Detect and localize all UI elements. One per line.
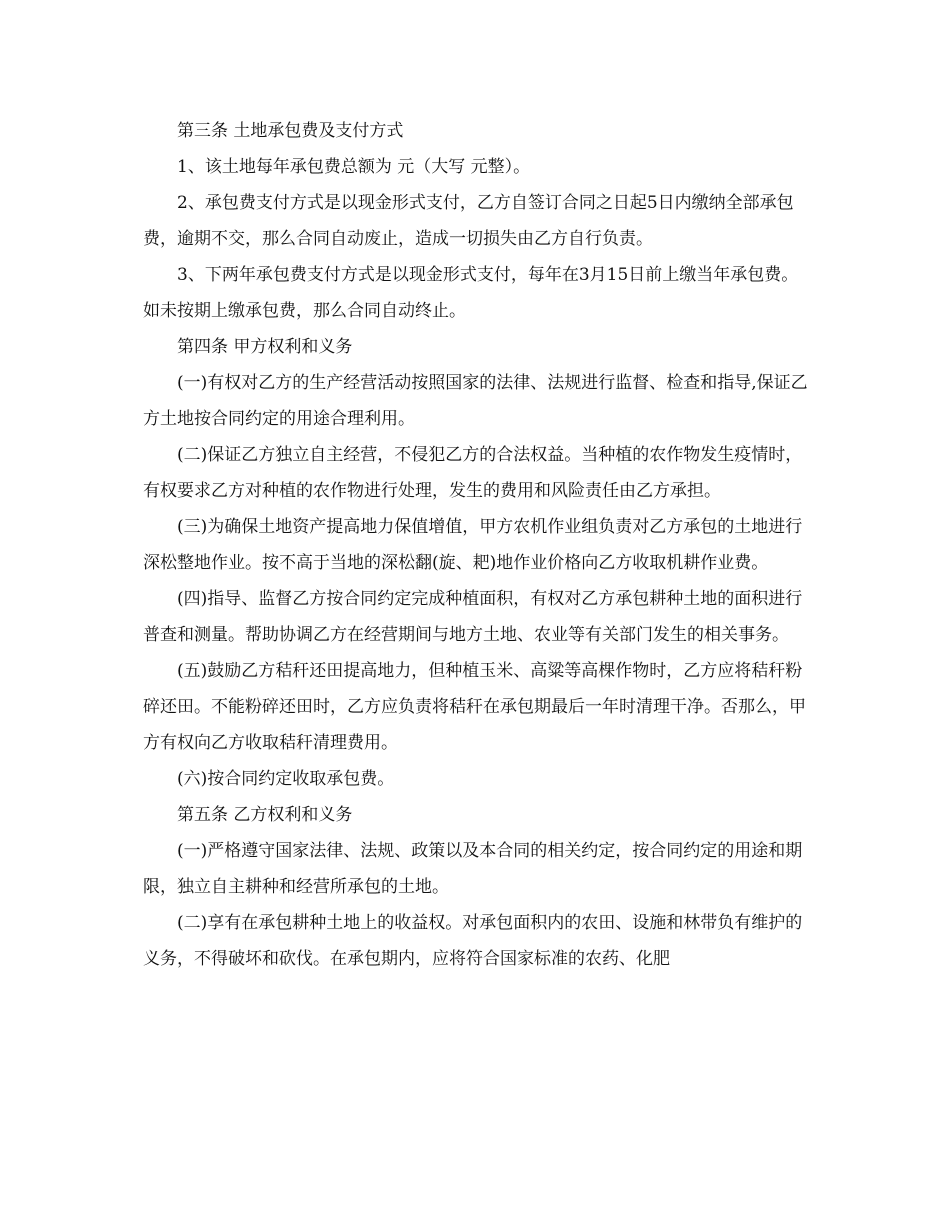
article-4-item-1: (一)有权对乙方的生产经营活动按照国家的法律、法规进行监督、检查和指导,保证乙方土地按合同约定的用途合理利用。 (143, 373, 808, 429)
article-5-heading: 第五条 乙方权利和义务 (177, 805, 353, 825)
article-3-item-1: 1、该土地每年承包费总额为 元（大写 元整）。 (177, 157, 531, 177)
article-4-heading: 第四条 甲方权利和义务 (177, 337, 353, 357)
article-4-item-6: (六)按合同约定收取承包费。 (177, 769, 395, 789)
article-4-item-5: (五)鼓励乙方秸秆还田提高地力，但种植玉米、高粱等高棵作物时，乙方应将秸秆粉碎还田。不能粉碎还田时，乙方应负责将秸秆在承包期最后一年时清理干净。否那么，甲方有权向乙方收取秸秆清理费用。 (143, 661, 806, 753)
article-5-item-2: (二)享有在承包耕种土地上的收益权。对承包面积内的农田、设施和林带负有维护的义务，不得破坏和砍伐。在承包期内，应将符合国家标准的农药、化肥 (143, 913, 803, 969)
article-3-heading: 第三条 土地承包费及支付方式 (177, 121, 404, 141)
article-3-item-2: 2、承包费支付方式是以现金形式支付，乙方自签订合同之日起5日内缴纳全部承包费，逾期不交，那么合同自动废止，造成一切损失由乙方自行负责。 (143, 193, 794, 249)
article-4-item-2: (二)保证乙方独立自主经营，不侵犯乙方的合法权益。当种植的农作物发生疫情时，有权要求乙方对种植的农作物进行处理，发生的费用和风险责任由乙方承担。 (143, 445, 803, 501)
article-4-item-3: (三)为确保土地资产提高地力保值增值，甲方农机作业组负责对乙方承包的土地进行深松整地作业。按不高于当地的深松翻(旋、耙)地作业价格向乙方收取机耕作业费。 (143, 517, 803, 573)
article-5-item-1: (一)严格遵守国家法律、法规、政策以及本合同的相关约定，按合同约定的用途和期限，独立自主耕种和经营所承包的土地。 (143, 841, 803, 897)
article-4-item-4: (四)指导、监督乙方按合同约定完成种植面积，有权对乙方承包耕种土地的面积进行普查和测量。帮助协调乙方在经营期间与地方土地、农业等有关部门发生的相关事务。 (143, 589, 803, 645)
document-body (143, 113, 809, 977)
article-3-item-3: 3、下两年承包费支付方式是以现金形式支付，每年在3月15日前上缴当年承包费。如未按期上缴承包费，那么合同自动终止。 (143, 265, 799, 321)
